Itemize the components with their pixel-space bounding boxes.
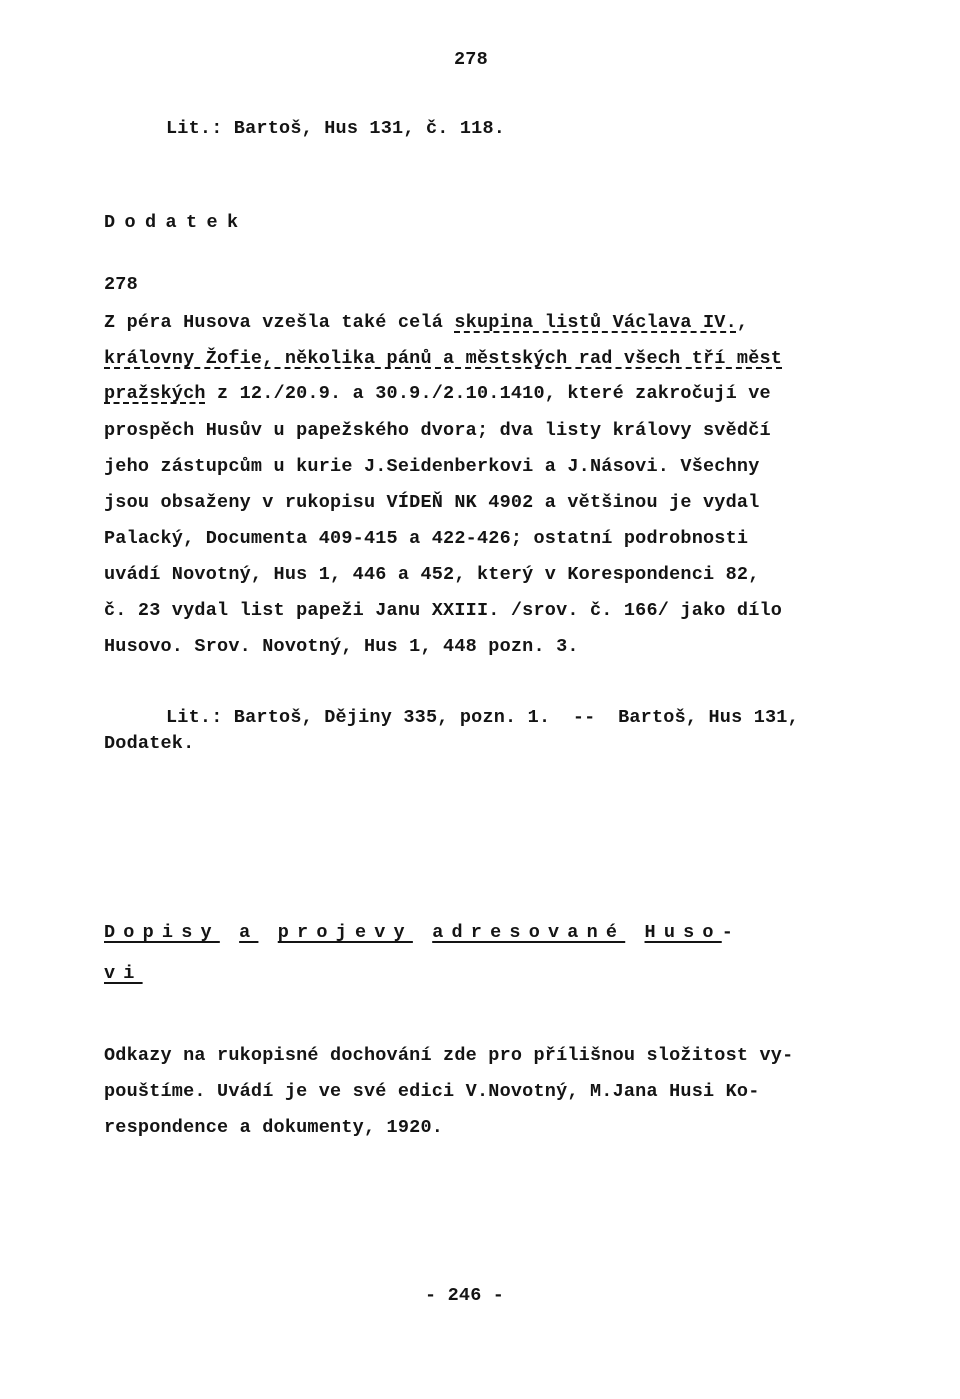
heading-word: adresované (432, 922, 626, 943)
text-segment: , (736, 312, 749, 333)
underlined-text: královny Žofie, několika pánů a městských rad všech tří měst (104, 348, 783, 369)
paragraph2-line1: Odkazy na rukopisné dochování zde pro přílišnou složitost vy- (104, 1045, 794, 1066)
heading-word: Dopisy (104, 922, 220, 943)
paragraph1-line6: jsou obsaženy v rukopisu VÍDEŇ NK 4902 a většinou je vydal (104, 492, 760, 513)
header-page-number: 278 (454, 49, 488, 70)
paragraph1-line10: Husovo. Srov. Novotný, Hus 1, 448 pozn. 3. (104, 636, 579, 657)
underlined-text: pražských (104, 383, 206, 404)
section-heading-line2 (104, 962, 143, 986)
section-heading-line1 (104, 921, 741, 945)
paragraph1-line3 (104, 382, 771, 406)
heading-word: a (239, 922, 259, 943)
paragraph2-line2: pouštíme. Uvádí je ve své edici V.Novotný, M.Jana Husi Ko- (104, 1081, 760, 1102)
paragraph1-line9: č. 23 vydal list papeži Janu XXIII. /srov. č. 166/ jako dílo (104, 600, 783, 621)
paragraph1-line1 (104, 311, 748, 335)
literature-reference-second-cont: Dodatek. (104, 733, 195, 754)
paragraph1-line4: prospěch Husův u papežského dvora; dva listy královy svědčí (104, 420, 771, 441)
entry-number: 278 (104, 274, 138, 295)
paragraph1-line5: jeho zástupcům u kurie J.Seidenberkovi a J.Násovi. Všechny (104, 456, 760, 477)
text-segment: Z péra Husova vzešla také celá (104, 312, 455, 333)
literature-reference-second: Lit.: Bartoš, Dějiny 335, pozn. 1. -- Bartoš, Hus 131, (166, 707, 799, 728)
heading-word: projevy (277, 922, 413, 943)
paragraph2-line3: respondence a dokumenty, 1920. (104, 1117, 444, 1138)
paragraph1-line7: Palacký, Documenta 409-415 a 422-426; ostatní podrobnosti (104, 528, 749, 549)
heading-word: vi (104, 963, 143, 984)
paragraph1-line8: uvádí Novotný, Hus 1, 446 a 452, který v Korespondenci 82, (104, 564, 760, 585)
paragraph1-line2 (104, 347, 782, 371)
underlined-text: skupina listů Václava IV. (454, 312, 737, 333)
dodatek-heading: Dodatek (104, 212, 248, 233)
literature-reference-top: Lit.: Bartoš, Hus 131, č. 118. (166, 118, 506, 139)
text-segment: z 12./20.9. a 30.9./2.10.1410, které zakročují ve (205, 383, 771, 404)
footer-page-number: - 246 - (425, 1285, 505, 1306)
heading-word: Huso (644, 922, 722, 943)
heading-hyphen: - (721, 922, 742, 943)
